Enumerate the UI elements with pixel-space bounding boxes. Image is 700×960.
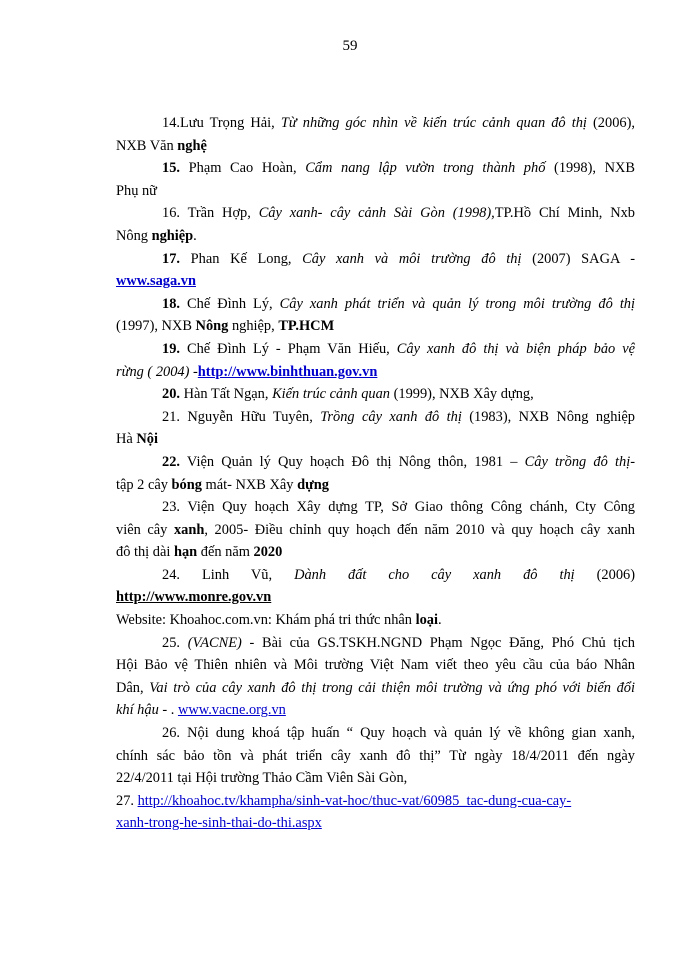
reference-17-cont — [116, 270, 635, 293]
reference-19: 19. Chế Đình Lý - Phạm Văn Hiếu, Cây xanh đô thị và biện pháp bảo vệ — [162, 340, 635, 357]
reference-27-cont — [116, 812, 635, 835]
reference-17: 17. Phan Kế Long, Cây xanh và môi trường đô thị (2007) SAGA - — [162, 250, 635, 267]
reference-title: Cây xanh- cây cảnh Sài Gòn (1998), — [258, 205, 495, 222]
reference-16-cont: Nông nghiệp. — [116, 227, 197, 244]
reference-23: 23. Viện Quy hoạch Xây dựng TP, Sở Giao thông Công chánh, Cty Công — [162, 499, 635, 516]
reference-14: 14.Lưu Trọng Hải, Từ những góc nhìn về kiến trúc cảnh quan đô thị (2006), — [162, 115, 635, 131]
reference-26-cont2: 22/4/2011 tại Hội trường Thảo Cầm Viên Sài Gòn, — [116, 770, 408, 787]
reference-23-cont2: đô thị dài hạn đến năm 2020 — [116, 544, 283, 561]
reference-website: Website: Khoahoc.com.vn: Khám phá tri thức nhân loại. — [116, 612, 442, 629]
reference-link[interactable]: http://www.monre.gov.vn — [116, 589, 272, 606]
page-number: 59 — [342, 38, 358, 54]
reference-list — [116, 112, 635, 835]
reference-link-cont[interactable]: xanh-trong-he-sinh-thai-do-thi.aspx — [116, 815, 322, 832]
reference-18-cont: (1997), NXB Nông nghiệp, TP.HCM — [116, 318, 335, 335]
reference-25-cont: Hội Bảo vệ Thiên nhiên và Môi trường Việt Nam viết theo yêu cầu của báo Nhân — [116, 657, 635, 674]
reference-22-cont: tập 2 cây bóng mát- NXB Xây dựng — [116, 476, 329, 493]
reference-title: Cẩm nang lập vườn trong thành phố — [305, 160, 546, 177]
reference-link[interactable]: www.vacne.org.vn — [177, 702, 286, 719]
reference-23-cont: viên cây xanh, 2005- Điều chỉnh quy hoạch đến năm 2010 và quy hoạch cây xanh — [116, 521, 635, 538]
reference-title: Cây trồng đô thị — [524, 453, 631, 470]
reference-title: Trồng cây xanh đô thị — [320, 408, 462, 425]
reference-link[interactable]: http://khoahoc.tv/khampha/sinh-vat-hoc/thuc-vat/60985_tac-dung-cua-cay- — [137, 792, 572, 809]
reference-22: 22. Viện Quản lý Quy hoạch Đô thị Nông thôn, 1981 – Cây trồng đô thị- — [162, 453, 635, 470]
reference-27: 27. http://khoahoc.tv/khampha/sinh-vat-hoc/thuc-vat/60985_tac-dung-cua-cay- — [116, 792, 572, 809]
reference-18: 18. Chế Đình Lý, Cây xanh phát triển và quản lý trong môi trường đô thị — [162, 295, 636, 312]
reference-19-cont: rừng ( 2004) -http://www.binhthuan.gov.vn — [116, 363, 378, 380]
reference-title: Cây xanh đô thị và biện pháp bảo vệ — [396, 340, 635, 357]
reference-link[interactable]: www.saga.vn — [116, 273, 196, 290]
reference-title: Kiến trúc cảnh quan — [272, 386, 390, 403]
reference-15-cont: Phụ nữ — [116, 182, 157, 199]
reference-25-cont3: khí hậu - . www.vacne.org.vn — [116, 702, 286, 719]
reference-24-cont — [116, 586, 635, 609]
reference-25: 25. (VACNE) - Bài của GS.TSKH.NGND Phạm Ngọc Đăng, Phó Chủ tịch — [162, 634, 635, 651]
reference-title: Cây xanh phát triển và quản lý trong môi trường đô thị — [279, 295, 636, 312]
reference-24: 24. Linh Vũ, Dành đất cho cây xanh đô thị (2006) — [162, 566, 636, 583]
reference-21: 21. Nguyễn Hữu Tuyên, Trồng cây xanh đô thị (1983), NXB Nông nghiệp — [162, 408, 635, 425]
reference-title: Cây xanh và môi trường đô thị — [302, 250, 522, 267]
reference-title: Dành đất cho cây xanh đô thị — [294, 566, 575, 583]
reference-26-cont: chính sác bảo tồn và phát triển cây xanh đô thị” Từ ngày 18/4/2011 đến ngày — [116, 747, 635, 764]
reference-14-cont: NXB Văn nghệ — [116, 137, 207, 154]
reference-link[interactable]: http://www.binhthuan.gov.vn — [197, 363, 378, 380]
reference-15: 15. Phạm Cao Hoàn, Cẩm nang lập vườn trong thành phố (1998), NXB — [162, 160, 635, 177]
reference-25-cont2: Dân, Vai trò của cây xanh đô thị trong cải thiện môi trường và ứng phó với biến đổi — [116, 679, 635, 696]
reference-title: Từ những góc nhìn về kiến trúc cảnh quan đô thị — [280, 115, 587, 131]
reference-16: 16. Trần Hợp, Cây xanh- cây cảnh Sài Gòn (1998),TP.Hồ Chí Minh, Nxb — [162, 205, 635, 222]
reference-20: 20. Hàn Tất Ngạn, Kiến trúc cảnh quan (1999), NXB Xây dựng, — [162, 386, 534, 403]
reference-21-cont: Hà Nội — [116, 431, 158, 448]
reference-title: Vai trò của cây xanh đô thị trong cải thiện môi trường và ứng phó với biến đổi — [149, 679, 635, 696]
reference-26: 26. Nội dung khoá tập huấn “ Quy hoạch và quản lý về không gian xanh, — [162, 725, 635, 742]
